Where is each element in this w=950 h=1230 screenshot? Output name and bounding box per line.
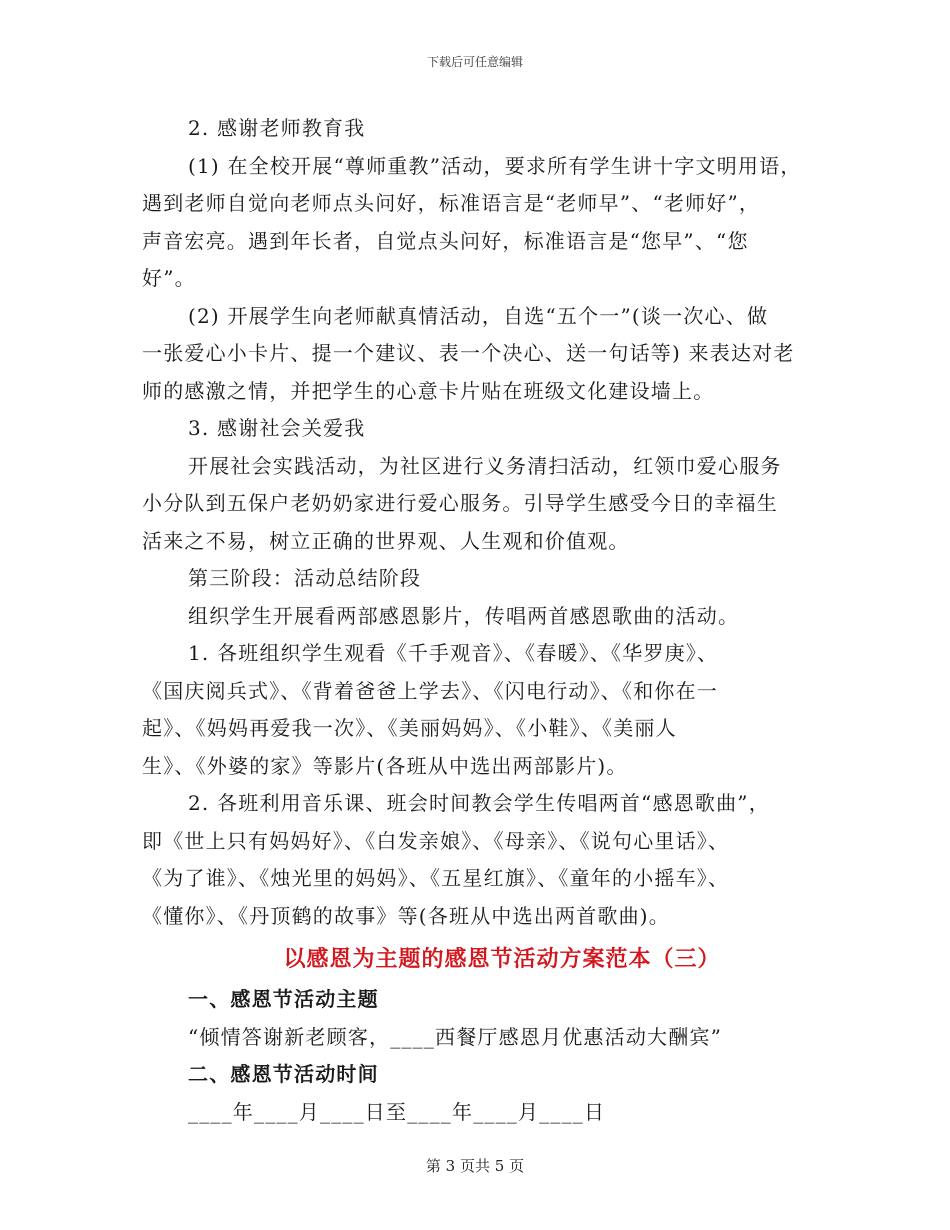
page-footer: 第 3 页共 5 页 bbox=[425, 1157, 525, 1175]
paragraph-line: 组织学生开展看两部感恩影片，传唱两首感恩歌曲的活动。 bbox=[188, 603, 740, 628]
paragraph-line: (1) 在全校开展“尊师重教”活动，要求所有学生讲十字文明用语， bbox=[188, 153, 802, 178]
paragraph-line: (2) 开展学生向老师献真情活动，自选“五个一”(谈一次心、做 bbox=[188, 303, 769, 328]
heading-thank-society: 3. 感谢社会关爱我 bbox=[188, 416, 366, 440]
paragraph-line: 2. 各班利用音乐课、班会时间教会学生传唱两首“感恩歌曲”， bbox=[188, 791, 770, 815]
document-body bbox=[142, 110, 822, 1131]
subheading-time: 二、感恩节活动时间 bbox=[188, 1062, 379, 1086]
paragraph-line: 1. 各班组织学生观看《千手观音》、《春暖》、《华罗庚》、 bbox=[188, 641, 719, 665]
paragraph-line: 即《世上只有妈妈好》、《白发亲娘》、《母亲》、《说句心里话》、 bbox=[142, 828, 730, 853]
section-title: 以感恩为主题的感恩节活动方案范本（三） bbox=[283, 946, 721, 972]
paragraph-line: 《懂你》、《丹顶鹤的故事》等(各班从中选出两首歌曲)。 bbox=[142, 903, 671, 928]
heading-thank-teachers: 2. 感谢老师教育我 bbox=[188, 116, 366, 140]
paragraph-line: 生》、《外婆的家》等影片(各班从中选出两部影片)。 bbox=[142, 753, 628, 778]
paragraph-line: 一张爱心小卡片、提一个建议、表一个决心、送一句话等) 来表达对老 bbox=[142, 341, 795, 365]
time-text: ____年____月____日至____年____月____日 bbox=[188, 1099, 606, 1124]
subheading-theme: 一、感恩节活动主题 bbox=[188, 987, 379, 1011]
heading-stage-three: 第三阶段：活动总结阶段 bbox=[188, 566, 422, 590]
paragraph-line: 起》、《妈妈再爱我一次》、《美丽妈妈》、《小鞋》、《美丽人 bbox=[142, 716, 677, 740]
paragraph-line: 《为了谁》、《烛光里的妈妈》、《五星红旗》、《童年的小摇车》、 bbox=[142, 866, 730, 890]
paragraph-line: 遇到老师自觉向老师点头问好，标准语言是“老师早”、“老师好”， bbox=[142, 191, 761, 215]
paragraph-line: 活来之不易，树立正确的世界观、人生观和价值观。 bbox=[142, 528, 630, 553]
paragraph-line: 开展社会实践活动，为社区进行义务清扫活动，红领巾爱心服务 bbox=[188, 453, 782, 478]
paragraph-line: 《国庆阅兵式》、《背着爸爸上学去》、《闪电行动》、《和你在一 bbox=[142, 678, 718, 703]
paragraph-line: 声音宏亮。遇到年长者，自觉点头问好，标准语言是“您早”、“您 bbox=[142, 228, 749, 253]
page-header: 下载后可任意编辑 bbox=[426, 55, 523, 69]
paragraph-line: 小分队到五保户老奶奶家进行爱心服务。引导学生感受今日的幸福生 bbox=[142, 491, 778, 515]
theme-text: “倾情答谢新老顾客，____西餐厅感恩月优惠活动大酬宾” bbox=[188, 1024, 723, 1049]
paragraph-line: 师的感激之情，并把学生的心意卡片贴在班级文化建设墙上。 bbox=[142, 378, 715, 403]
paragraph-line: 好”。 bbox=[142, 266, 196, 290]
